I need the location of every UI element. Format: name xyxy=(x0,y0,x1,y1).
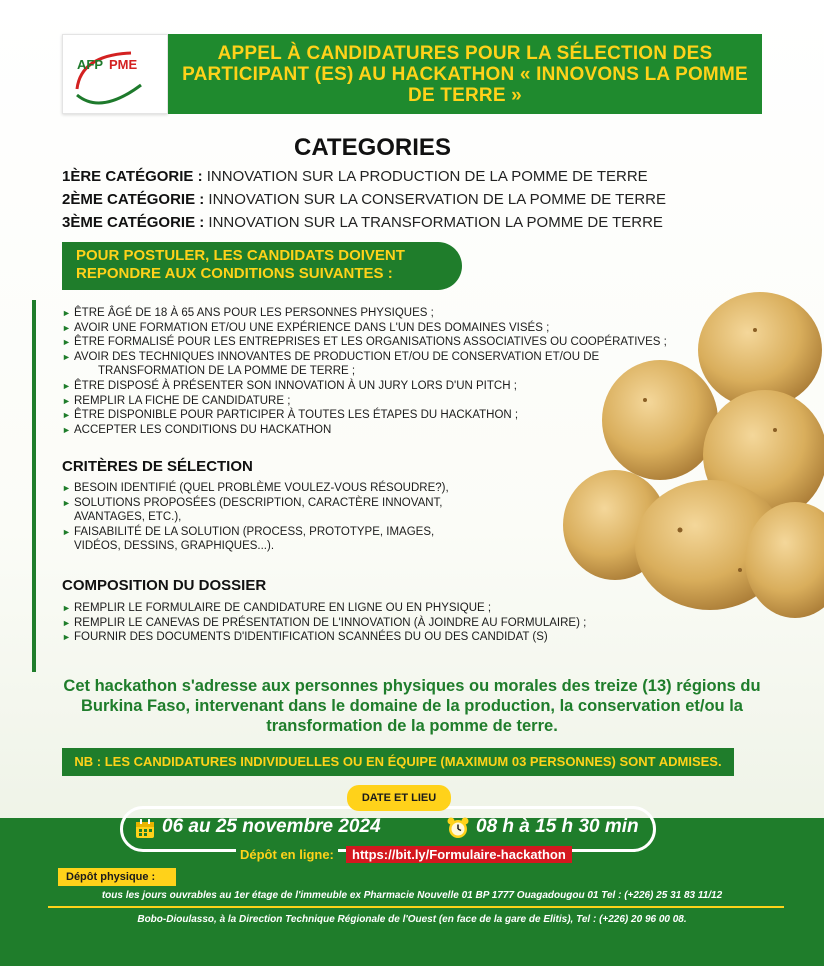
list-item: ► ÊTRE FORMALISÉ POUR LES ENTREPRISES ET LES ORGANISATIONS ASSOCIATIVES OU COOPÉRATIVES ; xyxy=(62,336,667,349)
list-item: ► REMPLIR LE FORMULAIRE DE CANDIDATURE EN LIGNE OU EN PHYSIQUE ; xyxy=(62,602,492,614)
address-bobo-dioulasso: Bobo-Dioulasso, à la Direction Technique Régionale de l'Ouest (en face de la gare de Elitis), Tel : (+226) 20 96 00 08. xyxy=(137,914,687,925)
event-dates: 06 au 25 novembre 2024 xyxy=(162,816,381,837)
logo-swoosh-icon xyxy=(71,45,157,107)
list-item: ► ÊTRE DISPOSÉ À PRÉSENTER SON INNOVATION À UN JURY LORS D'UN PITCH ; xyxy=(62,379,517,392)
bullet-arrow-icon: ► xyxy=(62,337,71,348)
bullet-arrow-icon: ► xyxy=(62,410,71,421)
category-text: INNOVATION SUR LA TRANSFORMATION LA POMME DE TERRE xyxy=(208,214,663,231)
bullet-arrow-icon: ► xyxy=(62,617,71,628)
list-item-continuation: TRANSFORMATION DE LA POMME DE TERRE ; xyxy=(98,365,356,378)
list-item: ► BESOIN IDENTIFIÉ (QUEL PROBLÈME VOULEZ-VOUS RÉSOUDRE?), xyxy=(62,482,449,494)
category-3 xyxy=(62,214,663,231)
conditions-banner-line: REPONDRE AUX CONDITIONS SUIVANTES : xyxy=(76,265,393,282)
category-label: 2ÈME CATÉGORIE : xyxy=(62,191,205,208)
criteria-heading: CRITÈRES DE SÉLECTION xyxy=(62,458,253,475)
bullet-arrow-icon: ► xyxy=(62,308,71,318)
audience-text: Cet hackathon s'adresse aux personnes physiques ou morales des treize (13) régions du Burkina Faso, intervenant dans le domaine de la production, la conservation et/ou la transformation de la pomme de terre. xyxy=(63,677,761,735)
category-text: INNOVATION SUR LA CONSERVATION DE LA POMME DE TERRE xyxy=(208,191,667,208)
list-item: ► REMPLIR LE CANEVAS DE PRÉSENTATION DE L'INNOVATION (À JOINDRE AU FORMULAIRE) ; xyxy=(62,616,587,629)
logo-pme-text: PME xyxy=(109,57,138,72)
bullet-arrow-icon: ► xyxy=(62,483,71,493)
conditions-banner xyxy=(62,242,462,290)
category-label: 3ÈME CATÉGORIE : xyxy=(62,214,205,231)
bullet-arrow-icon: ► xyxy=(62,424,71,435)
page-title: APPEL À CANDIDATURES POUR LA SÉLECTION DES PARTICIPANT (ES) AU HACKATHON « INNOVONS LA POMME DE TERRE » xyxy=(168,34,762,114)
list-item: ► FAISABILITÉ DE LA SOLUTION (PROCESS, PROTOTYPE, IMAGES, xyxy=(62,525,435,538)
categories-heading: CATEGORIES xyxy=(294,134,451,161)
bullet-arrow-icon: ► xyxy=(62,526,71,537)
list-item: ► ACCEPTER LES CONDITIONS DU HACKATHON xyxy=(62,423,332,436)
potatoes-image xyxy=(560,280,824,630)
criteria-list xyxy=(62,481,449,554)
online-deposit-link[interactable]: https://bit.ly/Formulaire-hackathon xyxy=(346,846,572,863)
address-divider xyxy=(48,906,784,908)
bullet-arrow-icon: ► xyxy=(62,632,71,643)
category-2 xyxy=(62,191,666,208)
bullet-arrow-icon: ► xyxy=(62,497,71,508)
dossier-heading: COMPOSITION DU DOSSIER xyxy=(62,577,267,594)
list-item: ► AVOIR UNE FORMATION ET/OU UNE EXPÉRIENCE DANS L'UN DES DOMAINES VISÉS ; xyxy=(62,321,550,334)
list-item: ► FOURNIR DES DOCUMENTS D'IDENTIFICATION SCANNÉES DU OU DES CANDIDAT (S) xyxy=(62,631,548,644)
category-1 xyxy=(62,168,648,185)
afp-pme-logo xyxy=(62,34,168,114)
list-item: ► REMPLIR LA FICHE DE CANDIDATURE ; xyxy=(62,394,291,407)
left-accent-bar xyxy=(32,300,36,672)
date-location-badge: DATE ET LIEU xyxy=(347,785,451,811)
list-item-continuation: VIDÉOS, DESSINS, GRAPHIQUES...). xyxy=(74,540,275,553)
alarm-clock-icon xyxy=(446,816,470,840)
online-deposit-label: Dépôt en ligne: xyxy=(236,846,338,863)
list-item: ► ÊTRE ÂGÉ DE 18 À 65 ANS POUR LES PERSONNES PHYSIQUES ; xyxy=(62,307,434,319)
bullet-arrow-icon: ► xyxy=(62,351,71,362)
bullet-arrow-icon: ► xyxy=(62,603,71,613)
physical-deposit-label: Dépôt physique : xyxy=(58,868,176,886)
bullet-arrow-icon: ► xyxy=(62,322,71,333)
event-hours: 08 h à 15 h 30 min xyxy=(476,816,639,837)
bullet-arrow-icon: ► xyxy=(62,395,71,406)
calendar-icon xyxy=(134,818,156,840)
list-item-continuation: AVANTAGES, ETC.), xyxy=(74,511,182,524)
conditions-banner-line: POUR POSTULER, LES CANDIDATS DOIVENT xyxy=(76,247,405,264)
bullet-arrow-icon: ► xyxy=(62,380,71,391)
address-ouagadougou: tous les jours ouvrables au 1er étage de l'immeuble ex Pharmacie Nouvelle 01 BP 1777 Ouagadougou 01 Tel : (+226) 25 31 83 11/12 xyxy=(101,890,723,901)
logo-afp-text: AFP xyxy=(77,57,103,72)
dossier-list xyxy=(62,601,586,645)
list-item: ► AVOIR DES TECHNIQUES INNOVANTES DE PRODUCTION ET/OU DE CONSERVATION ET/OU DE xyxy=(62,350,600,363)
list-item: ► ÊTRE DISPONIBLE POUR PARTICIPER À TOUTES LES ÉTAPES DU HACKATHON ; xyxy=(62,409,519,422)
category-label: 1ÈRE CATÉGORIE : xyxy=(62,168,203,185)
list-item: ► SOLUTIONS PROPOSÉES (DESCRIPTION, CARACTÈRE INNOVANT, xyxy=(62,496,443,509)
category-text: INNOVATION SUR LA PRODUCTION DE LA POMME DE TERRE xyxy=(206,168,648,185)
nb-notice: NB : LES CANDIDATURES INDIVIDUELLES OU EN ÉQUIPE (MAXIMUM 03 PERSONNES) SONT ADMISES. xyxy=(62,748,734,776)
